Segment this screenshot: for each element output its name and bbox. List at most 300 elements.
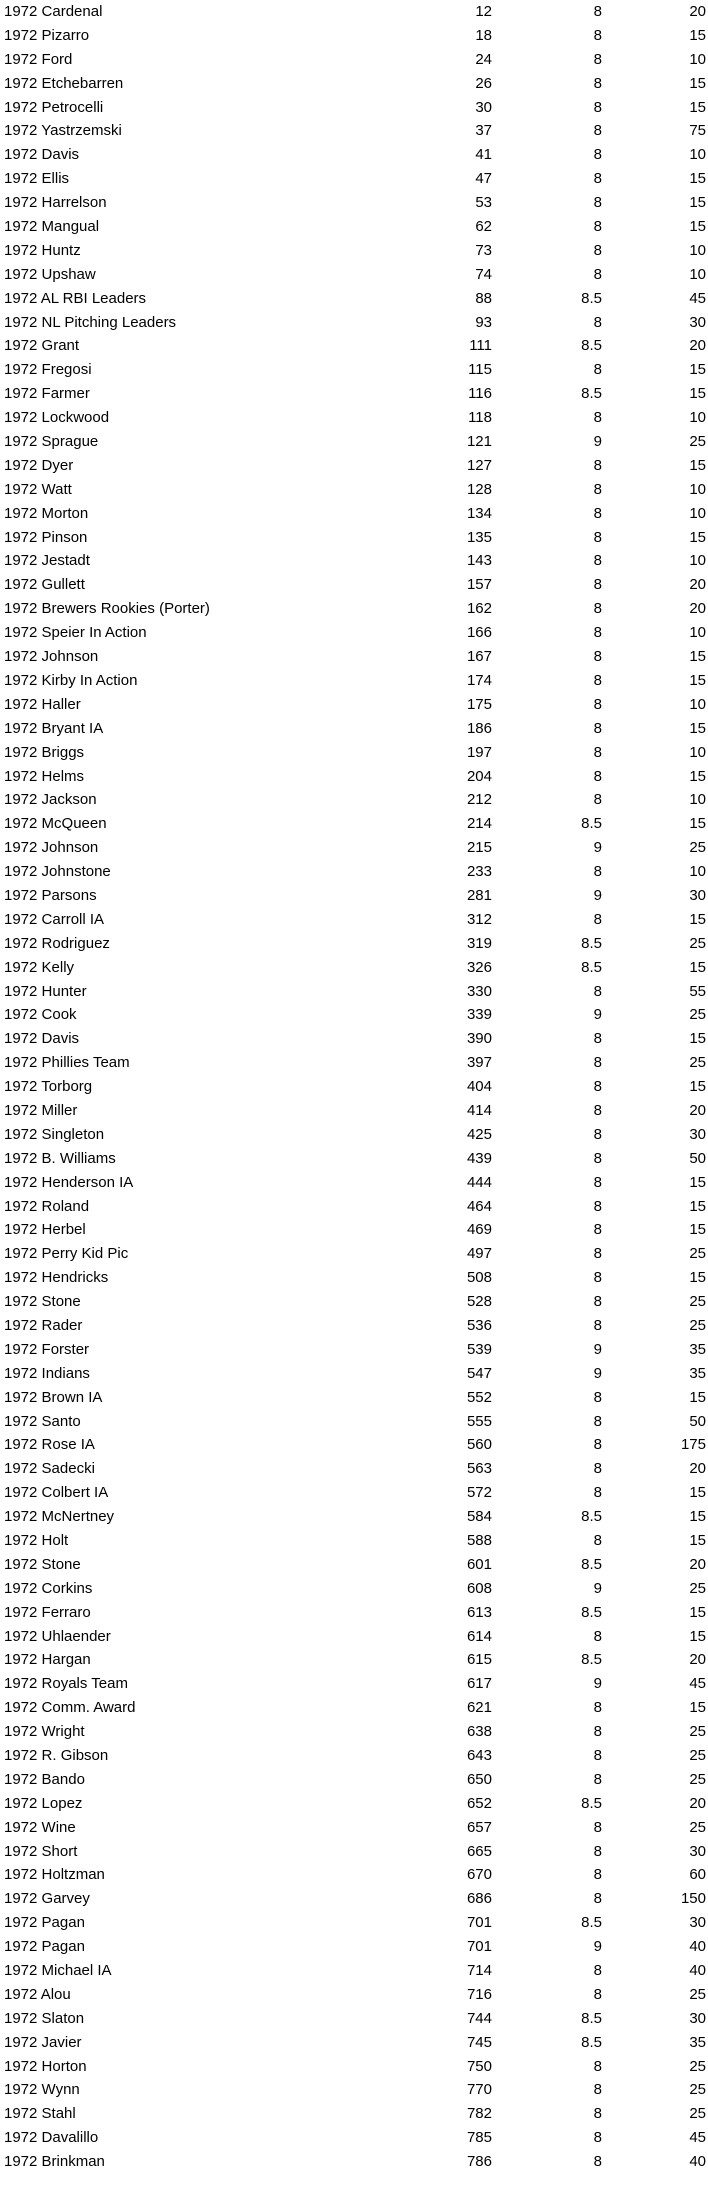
price-cell: 15 — [689, 456, 706, 474]
card-number-cell: 615 — [466, 1651, 492, 1669]
price-cell: 15 — [689, 74, 706, 92]
grade-cell: 8 — [593, 1316, 602, 1334]
card-number-cell: 204 — [466, 767, 492, 785]
card-number-cell: 572 — [466, 1484, 492, 1502]
card-name-cell: 1972 B. Williams — [4, 1149, 116, 1167]
card-name-cell: 1972 Lockwood — [4, 409, 110, 427]
card-number-cell: 390 — [466, 1030, 492, 1048]
price-cell: 45 — [689, 1675, 706, 1693]
table-row — [0, 143, 708, 167]
card-name-cell: 1972 Comm. Award — [4, 1699, 136, 1717]
card-number-cell: 233 — [466, 863, 492, 881]
table-row — [0, 645, 708, 669]
card-name-cell: 1972 Wright — [4, 1723, 85, 1741]
grade-cell: 8.5 — [581, 934, 602, 952]
card-number-cell: 588 — [466, 1532, 492, 1549]
card-name-cell: 1972 Stone — [4, 1293, 81, 1311]
price-cell: 25 — [689, 839, 706, 857]
grade-cell: 8 — [593, 170, 602, 188]
price-cell: 40 — [689, 1938, 706, 1956]
table-row — [0, 1218, 708, 1242]
grade-cell: 8.5 — [581, 1603, 602, 1621]
card-number-cell: 613 — [466, 1603, 492, 1621]
card-name-cell: 1972 Mangual — [4, 218, 100, 236]
table-row — [0, 48, 708, 72]
grade-cell: 9 — [593, 1006, 602, 1024]
card-name-cell: 1972 Phillies Team — [4, 1054, 130, 1072]
card-number-cell: 444 — [466, 1173, 492, 1191]
grade-cell: 8 — [593, 1723, 602, 1741]
card-name-cell: 1972 Cardenal — [4, 3, 103, 20]
card-name-cell: 1972 Davis — [4, 146, 80, 164]
grade-cell: 8 — [593, 910, 602, 928]
card-name-cell: 1972 Huntz — [4, 241, 81, 259]
card-name-cell: 1972 Herbel — [4, 1221, 86, 1239]
table-row — [0, 956, 708, 980]
card-number-cell: 744 — [466, 2009, 492, 2027]
grade-cell: 8 — [593, 743, 602, 761]
price-cell: 25 — [689, 1054, 706, 1072]
card-number-cell: 162 — [466, 600, 492, 618]
grade-cell: 8 — [593, 1866, 602, 1884]
grade-cell: 8 — [593, 218, 602, 236]
table-row — [0, 836, 708, 860]
card-name-cell: 1972 Dyer — [4, 456, 74, 474]
price-cell: 10 — [689, 743, 706, 761]
table-row — [0, 1625, 708, 1649]
grade-cell: 8 — [593, 1747, 602, 1765]
table-row — [0, 24, 708, 48]
card-name-cell: 1972 Brinkman — [4, 2153, 105, 2171]
card-number-cell: 508 — [466, 1269, 492, 1287]
table-row — [0, 2055, 708, 2079]
price-cell: 15 — [689, 1030, 706, 1048]
grade-cell: 8 — [593, 504, 602, 522]
table-row — [0, 334, 708, 358]
table-row — [0, 1051, 708, 1075]
grade-cell: 8 — [593, 146, 602, 164]
price-cell: 55 — [689, 982, 706, 1000]
card-name-cell: 1972 Rader — [4, 1316, 83, 1334]
card-number-cell: 175 — [466, 695, 492, 713]
grade-cell: 8.5 — [581, 337, 602, 355]
card-name-cell: 1972 Forster — [4, 1340, 90, 1358]
card-number-cell: 425 — [466, 1125, 492, 1143]
price-cell: 25 — [689, 433, 706, 451]
card-name-cell: 1972 Parsons — [4, 886, 97, 904]
card-number-cell: 714 — [466, 1962, 492, 1980]
card-name-cell: 1972 Carroll IA — [4, 910, 105, 928]
table-row — [0, 1171, 708, 1195]
grade-cell: 8.5 — [581, 2033, 602, 2051]
table-row — [0, 0, 708, 24]
price-cell: 25 — [689, 2105, 706, 2123]
table-row — [0, 1863, 708, 1887]
card-name-cell: 1972 Holt — [4, 1532, 69, 1549]
price-cell: 15 — [689, 1627, 706, 1645]
card-number-cell: 397 — [466, 1054, 492, 1072]
table-row — [0, 2031, 708, 2055]
grade-cell: 9 — [593, 886, 602, 904]
table-row — [0, 119, 708, 143]
card-name-cell: 1972 Garvey — [4, 1890, 90, 1908]
price-cell: 20 — [689, 3, 706, 20]
price-cell: 10 — [689, 241, 706, 259]
grade-cell: 8 — [593, 1890, 602, 1908]
card-name-cell: 1972 Morton — [4, 504, 89, 522]
card-name-cell: 1972 Rose IA — [4, 1436, 95, 1454]
card-number-cell: 127 — [466, 456, 492, 474]
grade-cell: 8 — [593, 1245, 602, 1263]
card-name-cell: 1972 Javier — [4, 2033, 82, 2051]
price-cell: 25 — [689, 1747, 706, 1765]
table-row — [0, 693, 708, 717]
table-row — [0, 1959, 708, 1983]
table-row — [0, 1386, 708, 1410]
price-cell: 10 — [689, 480, 706, 498]
table-row — [0, 1266, 708, 1290]
card-number-cell: 186 — [466, 719, 492, 737]
card-name-cell: 1972 Bando — [4, 1770, 85, 1788]
card-number-cell: 116 — [468, 385, 492, 403]
card-name-cell: 1972 Singleton — [4, 1125, 105, 1143]
grade-cell: 8 — [593, 1532, 602, 1549]
card-number-cell: 118 — [468, 409, 492, 427]
price-cell: 15 — [689, 1173, 706, 1191]
card-name-cell: 1972 Davis — [4, 1030, 80, 1048]
card-name-cell: 1972 Pagan — [4, 1914, 85, 1932]
table-row — [0, 549, 708, 573]
price-cell: 10 — [689, 409, 706, 427]
table-row — [0, 1099, 708, 1123]
card-number-cell: 552 — [466, 1388, 492, 1406]
grade-cell: 8 — [593, 2081, 602, 2099]
card-number-cell: 464 — [466, 1197, 492, 1215]
price-cell: 50 — [689, 1412, 706, 1430]
price-cell: 15 — [689, 1508, 706, 1526]
card-name-cell: 1972 Stahl — [4, 2105, 76, 2123]
price-cell: 15 — [689, 958, 706, 976]
price-cell: 35 — [689, 1364, 706, 1382]
price-cell: 75 — [689, 122, 706, 140]
card-number-cell: 134 — [466, 504, 492, 522]
card-number-cell: 643 — [466, 1747, 492, 1765]
price-cell: 20 — [689, 1101, 706, 1119]
card-name-cell: 1972 Short — [4, 1842, 78, 1860]
grade-cell: 8 — [593, 1293, 602, 1311]
grade-cell: 8 — [593, 313, 602, 331]
grade-cell: 8 — [593, 1078, 602, 1096]
grade-cell: 8 — [593, 695, 602, 713]
grade-cell: 9 — [593, 839, 602, 857]
table-row — [0, 1529, 708, 1553]
grade-cell: 8 — [593, 74, 602, 92]
card-number-cell: 128 — [466, 480, 492, 498]
price-cell: 25 — [689, 1006, 706, 1024]
price-cell: 10 — [689, 265, 706, 283]
price-cell: 15 — [689, 1078, 706, 1096]
price-cell: 15 — [689, 671, 706, 689]
grade-cell: 8.5 — [581, 815, 602, 833]
card-name-cell: 1972 Miller — [4, 1101, 78, 1119]
card-number-cell: 93 — [475, 313, 492, 331]
card-name-cell: 1972 Henderson IA — [4, 1173, 134, 1191]
card-number-cell: 701 — [466, 1914, 492, 1932]
table-row — [0, 1195, 708, 1219]
grade-cell: 9 — [593, 1675, 602, 1693]
table-row — [0, 1887, 708, 1911]
table-row — [0, 263, 708, 287]
table-row — [0, 96, 708, 120]
grade-cell: 8 — [593, 552, 602, 570]
card-number-cell: 167 — [466, 648, 492, 666]
table-row — [0, 669, 708, 693]
card-name-cell: 1972 Perry Kid Pic — [4, 1245, 129, 1263]
table-row — [0, 1505, 708, 1529]
grade-cell: 8 — [593, 265, 602, 283]
table-row — [0, 1577, 708, 1601]
table-row — [0, 908, 708, 932]
card-number-cell: 174 — [466, 671, 492, 689]
price-cell: 45 — [689, 2129, 706, 2147]
table-row — [0, 167, 708, 191]
card-number-cell: 652 — [466, 1794, 492, 1812]
table-row — [0, 1720, 708, 1744]
price-cell: 25 — [689, 1723, 706, 1741]
grade-cell: 9 — [593, 1579, 602, 1597]
card-name-cell: 1972 Michael IA — [4, 1962, 112, 1980]
grade-cell: 8 — [593, 1484, 602, 1502]
grade-cell: 8 — [593, 982, 602, 1000]
table-row — [0, 2007, 708, 2031]
price-cell: 25 — [689, 934, 706, 952]
price-cell: 25 — [689, 1316, 706, 1334]
card-name-cell: 1972 Sadecki — [4, 1460, 95, 1478]
grade-cell: 8 — [593, 2129, 602, 2147]
price-cell: 30 — [689, 2009, 706, 2027]
card-number-cell: 281 — [466, 886, 492, 904]
card-number-cell: 47 — [475, 170, 492, 188]
card-name-cell: 1972 Pizarro — [4, 26, 90, 44]
card-number-cell: 608 — [466, 1579, 492, 1597]
card-number-cell: 439 — [466, 1149, 492, 1167]
grade-cell: 8 — [593, 1770, 602, 1788]
price-cell: 20 — [689, 1460, 706, 1478]
table-row — [0, 1648, 708, 1672]
table-row — [0, 2126, 708, 2150]
grade-cell: 8.5 — [581, 958, 602, 976]
grade-cell: 8 — [593, 194, 602, 212]
grade-cell: 8 — [593, 624, 602, 642]
grade-cell: 8.5 — [581, 1508, 602, 1526]
price-cell: 25 — [689, 1770, 706, 1788]
table-row — [0, 717, 708, 741]
table-row — [0, 1601, 708, 1625]
price-cell: 25 — [689, 2081, 706, 2099]
grade-cell: 8 — [593, 576, 602, 594]
card-number-cell: 584 — [466, 1508, 492, 1526]
card-name-cell: 1972 NL Pitching Leaders — [4, 313, 177, 331]
card-name-cell: 1972 Corkins — [4, 1579, 93, 1597]
price-cell: 10 — [689, 50, 706, 68]
table-row — [0, 1481, 708, 1505]
card-name-cell: 1972 Ferraro — [4, 1603, 91, 1621]
table-row — [0, 1553, 708, 1577]
card-number-cell: 785 — [466, 2129, 492, 2147]
price-cell: 30 — [689, 1842, 706, 1860]
card-name-cell: 1972 McNertney — [4, 1508, 115, 1526]
table-row — [0, 884, 708, 908]
table-row — [0, 2150, 708, 2174]
table-row — [0, 478, 708, 502]
grade-cell: 8 — [593, 456, 602, 474]
grade-cell: 8 — [593, 50, 602, 68]
table-row — [0, 1338, 708, 1362]
price-cell: 15 — [689, 910, 706, 928]
card-number-cell: 670 — [466, 1866, 492, 1884]
card-number-cell: 701 — [466, 1938, 492, 1956]
grade-cell: 8 — [593, 3, 602, 20]
card-number-cell: 745 — [466, 2033, 492, 2051]
price-cell: 10 — [689, 695, 706, 713]
card-name-cell: 1972 Stone — [4, 1555, 81, 1573]
card-number-cell: 111 — [469, 337, 492, 355]
card-number-cell: 770 — [466, 2081, 492, 2099]
card-number-cell: 539 — [466, 1340, 492, 1358]
price-cell: 40 — [689, 1962, 706, 1980]
card-number-cell: 115 — [468, 361, 492, 379]
card-name-cell: 1972 Ford — [4, 50, 73, 68]
card-number-cell: 326 — [466, 958, 492, 976]
table-row — [0, 72, 708, 96]
grade-cell: 8 — [593, 671, 602, 689]
price-cell: 15 — [689, 719, 706, 737]
card-number-cell: 650 — [466, 1770, 492, 1788]
card-number-cell: 497 — [466, 1245, 492, 1263]
card-name-cell: 1972 Pinson — [4, 528, 88, 546]
grade-cell: 8.5 — [581, 1555, 602, 1573]
card-number-cell: 121 — [466, 433, 492, 451]
grade-cell: 8 — [593, 1818, 602, 1836]
card-name-cell: 1972 Slaton — [4, 2009, 85, 2027]
table-row — [0, 215, 708, 239]
table-row — [0, 1362, 708, 1386]
table-row — [0, 2078, 708, 2102]
table-row — [0, 1290, 708, 1314]
table-row — [0, 1792, 708, 1816]
card-number-cell: 41 — [475, 146, 492, 164]
card-name-cell: 1972 Speier In Action — [4, 624, 147, 642]
price-cell: 30 — [689, 886, 706, 904]
price-cell: 15 — [689, 528, 706, 546]
card-number-cell: 319 — [466, 934, 492, 952]
price-cell: 25 — [689, 1985, 706, 2003]
table-row — [0, 239, 708, 263]
card-number-cell: 73 — [475, 241, 492, 259]
price-cell: 20 — [689, 337, 706, 355]
card-name-cell: 1972 Johnson — [4, 839, 99, 857]
grade-cell: 8 — [593, 719, 602, 737]
price-cell: 25 — [689, 1245, 706, 1263]
card-number-cell: 312 — [466, 910, 492, 928]
card-name-cell: 1972 AL RBI Leaders — [4, 289, 147, 307]
table-row — [0, 2102, 708, 2126]
card-name-cell: 1972 Watt — [4, 480, 72, 498]
table-row — [0, 812, 708, 836]
price-cell: 20 — [689, 600, 706, 618]
grade-cell: 8 — [593, 1125, 602, 1143]
table-row — [0, 932, 708, 956]
price-cell: 15 — [689, 26, 706, 44]
table-row — [0, 621, 708, 645]
card-name-cell: 1972 Etchebarren — [4, 74, 124, 92]
grade-cell: 8 — [593, 1436, 602, 1454]
grade-cell: 8 — [593, 1173, 602, 1191]
grade-cell: 8 — [593, 26, 602, 44]
card-number-cell: 786 — [466, 2153, 492, 2171]
price-cell: 10 — [689, 863, 706, 881]
price-cell: 15 — [689, 648, 706, 666]
price-cell: 25 — [689, 1818, 706, 1836]
card-name-cell: 1972 Indians — [4, 1364, 90, 1382]
price-cell: 45 — [689, 289, 706, 307]
table-row — [0, 788, 708, 812]
grade-cell: 8 — [593, 1388, 602, 1406]
table-row — [0, 1457, 708, 1481]
grade-cell: 8.5 — [581, 1651, 602, 1669]
table-row — [0, 597, 708, 621]
card-name-cell: 1972 Colbert IA — [4, 1484, 109, 1502]
grade-cell: 8 — [593, 2057, 602, 2075]
card-name-cell: 1972 Kirby In Action — [4, 671, 138, 689]
price-cell: 175 — [680, 1436, 706, 1454]
card-name-cell: 1972 Brown IA — [4, 1388, 103, 1406]
table-row — [0, 454, 708, 478]
table-row — [0, 980, 708, 1004]
table-row — [0, 1935, 708, 1959]
table-row — [0, 358, 708, 382]
card-name-cell: 1972 Upshaw — [4, 265, 96, 283]
price-cell: 30 — [689, 1914, 706, 1932]
grade-cell: 8 — [593, 1197, 602, 1215]
card-name-cell: 1972 Hendricks — [4, 1269, 109, 1287]
grade-cell: 8 — [593, 648, 602, 666]
price-cell: 25 — [689, 1579, 706, 1597]
card-name-cell: 1972 Santo — [4, 1412, 81, 1430]
grade-cell: 8 — [593, 241, 602, 259]
table-row — [0, 1696, 708, 1720]
card-number-cell: 563 — [466, 1460, 492, 1478]
price-cell: 15 — [689, 218, 706, 236]
price-cell: 15 — [689, 361, 706, 379]
card-name-cell: 1972 Alou — [4, 1985, 71, 2003]
grade-cell: 8 — [593, 767, 602, 785]
price-cell: 15 — [689, 1484, 706, 1502]
card-name-cell: 1972 Haller — [4, 695, 81, 713]
card-name-cell: 1972 R. Gibson — [4, 1747, 109, 1765]
price-cell: 10 — [689, 624, 706, 642]
card-name-cell: 1972 Horton — [4, 2057, 87, 2075]
price-cell: 15 — [689, 170, 706, 188]
price-cell: 15 — [689, 1603, 706, 1621]
table-row — [0, 573, 708, 597]
card-name-cell: 1972 Briggs — [4, 743, 85, 761]
grade-cell: 8 — [593, 480, 602, 498]
card-name-cell: 1972 Sprague — [4, 433, 99, 451]
table-row — [0, 1840, 708, 1864]
grade-cell: 8 — [593, 1412, 602, 1430]
card-number-cell: 555 — [466, 1412, 492, 1430]
